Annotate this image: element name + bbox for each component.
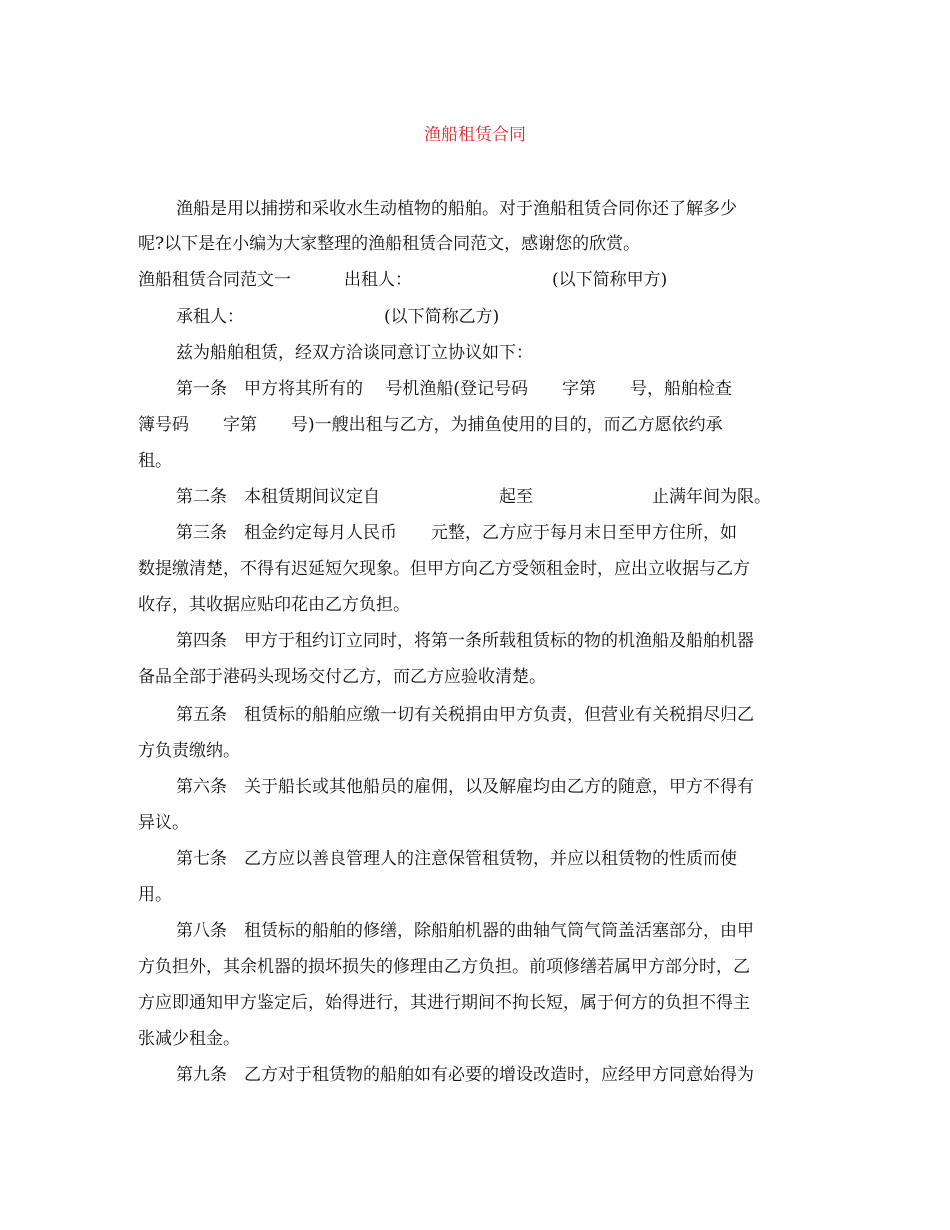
article-4-line: 第四条 甲方于租约订立同时，将第一条所载租赁标的物的机渔船及船舶机器 (176, 631, 754, 651)
intro-line: 呢?以下是在小编为大家整理的渔船租赁合同范文，感谢您的欣赏。 (138, 234, 641, 254)
article-1-line: 租。 (138, 451, 172, 471)
article-3-line: 第三条 租金约定每月人民币 元整，乙方应于每月末日至甲方住所，如 (176, 523, 737, 543)
article-7-line: 用。 (138, 885, 172, 905)
article-3-line: 收存，其收据应贴印花由乙方负担。 (138, 595, 410, 615)
intro-line: 渔船是用以捕捞和采收水生动植物的船舶。对于渔船租赁合同你还了解多少 (176, 199, 737, 219)
article-8-line: 张减少租金。 (138, 1029, 240, 1049)
article-9-line: 第九条 乙方对于租赁物的船舶如有必要的增设改造时，应经甲方同意始得为 (176, 1065, 754, 1085)
article-5-line: 第五条 租赁标的船舶应缴一切有关税捐由甲方负责，但营业有关税捐尽归乙 (176, 705, 754, 725)
article-2-line: 第二条 本租赁期间议定自 起至 止满年间为限。 (176, 487, 771, 507)
article-8-line: 方负担外，其余机器的损坏损失的修理由乙方负担。前项修缮若属甲方部分时，乙 (138, 957, 750, 977)
article-5-line: 方负责缴纳。 (138, 741, 240, 761)
preamble: 兹为船舶租赁，经双方洽谈同意订立协议如下： (176, 343, 533, 363)
article-6-line: 第六条 关于船长或其他船员的雇佣，以及解雇均由乙方的随意，甲方不得有 (176, 777, 754, 797)
article-8-line: 方应即通知甲方鉴定后，始得进行，其进行期间不拘长短，属于何方的负担不得主 (138, 993, 750, 1013)
article-4-line: 备品全部于港码头现场交付乙方，而乙方应验收清楚。 (138, 667, 546, 687)
lessee-label: 承租人： (176, 307, 244, 327)
lessor-note: (以下简称甲方) (552, 270, 668, 290)
sample-heading: 渔船租赁合同范文一 (138, 270, 291, 290)
document-title: 渔船租赁合同 (424, 125, 526, 145)
article-3-line: 数提缴清楚，不得有迟延短欠现象。但甲方向乙方受领租金时，应出立收据与乙方 (138, 559, 750, 579)
article-1-line: 第一条 甲方将其所有的 号机渔船(登记号码 字第 号，船舶检查 (176, 379, 733, 399)
article-8-line: 第八条 租赁标的船舶的修缮，除船舶机器的曲轴气筒气筒盖活塞部分，由甲 (176, 921, 754, 941)
lessor-label: 出租人： (344, 270, 412, 290)
lessee-note: (以下简称乙方) (384, 307, 500, 327)
article-6-line: 异议。 (138, 813, 189, 833)
article-1-line: 簿号码 字第 号)一艘出租与乙方，为捕鱼使用的目的，而乙方愿依约承 (138, 415, 723, 435)
article-7-line: 第七条 乙方应以善良管理人的注意保管租赁物，并应以租赁物的性质而使 (176, 849, 737, 869)
